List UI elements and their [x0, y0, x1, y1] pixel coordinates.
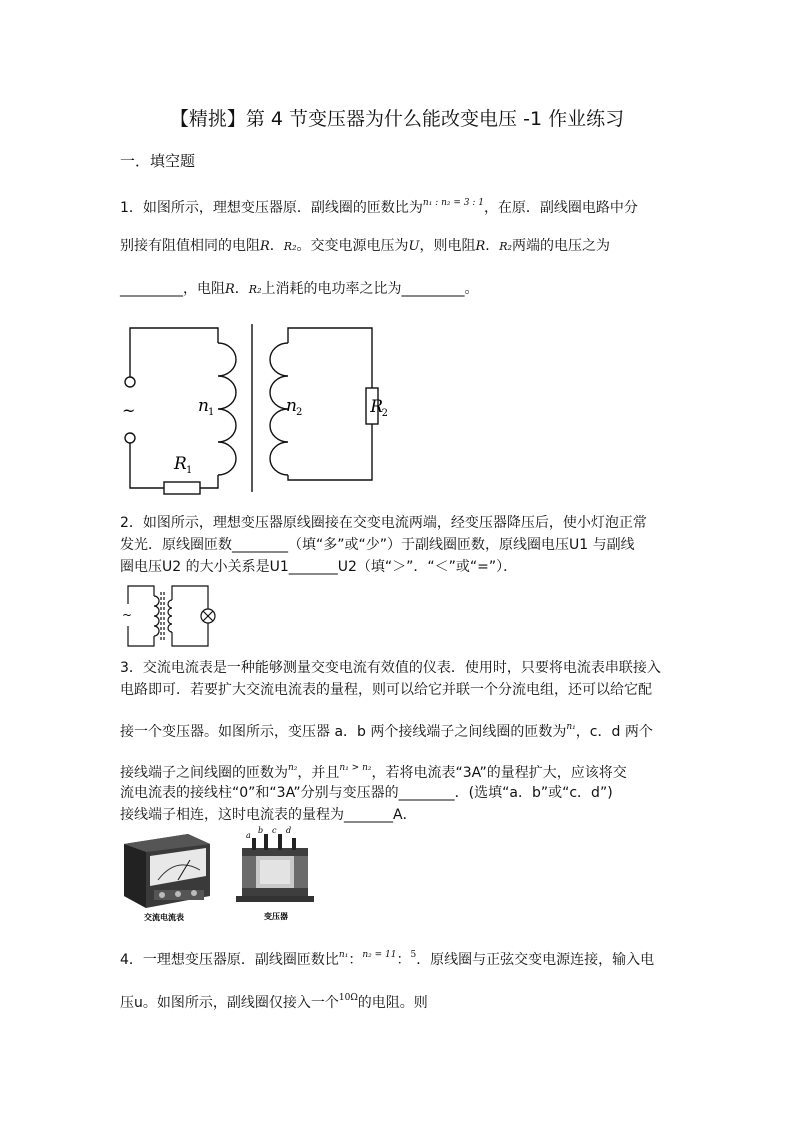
q1-label-r2: R	[370, 397, 383, 417]
q1-label-n2: n	[286, 396, 297, 416]
q1-text: ，在原．副线圈电路中分	[483, 200, 638, 216]
transformer-caption: 变压器	[264, 911, 288, 921]
q4-five: 5	[410, 950, 417, 960]
q1-text: 。交变电源电压为	[296, 238, 409, 254]
section-heading: 一．填空题	[120, 152, 196, 170]
q1-label-r1: R	[174, 454, 187, 474]
q3-n2: n₂	[288, 763, 298, 773]
q3-n1-gt-n2: n₁ > n₂	[339, 763, 372, 773]
q1-text: 1．如图所示，理想变压器原．副线圈的匝数比为	[120, 200, 423, 216]
q3-line-5: 流电流表的接线柱“0”和“3A”分别与变压器的________．(选填“a．b”或“c．d”)	[120, 785, 613, 801]
ammeter-caption: 交流电流表	[144, 912, 184, 922]
q2-line-1: 2．如图所示，理想变压器原线圈接在交变电流两端，经变压器降压后，使小灯泡正常	[120, 515, 647, 531]
q1-label-n1-sub: 1	[208, 407, 215, 418]
q1-ratio: n₁ : n₂ = 3 : 1	[422, 198, 484, 208]
q2-ac-symbol: ~	[122, 608, 133, 622]
q1-sep: ．	[485, 238, 500, 254]
transformer-image	[228, 826, 320, 926]
terminal-c: c	[272, 826, 277, 835]
q3-text: ，c．d 两个	[575, 724, 653, 740]
page-title: 【精挑】第 4 节变压器为什么能改变电压 -1 作业练习	[169, 108, 625, 130]
q1-r2: R₂	[283, 240, 297, 253]
q3-line-1: 3．交流电流表是一种能够测量交变电流有效值的仪表．使用时，只要将电流表串联接入	[120, 660, 661, 676]
q2-lamp-circuit-figure	[120, 582, 220, 650]
q1-r1: R	[260, 239, 270, 254]
q1-label-n2-sub: 2	[296, 407, 303, 418]
terminal-d: d	[286, 826, 292, 835]
q2-line-3: 圈电压U2 的大小关系是U1_______U2（填“＞”．“＜”或“=”）．	[120, 559, 518, 575]
q4-text: 压u。如图所示，副线圈仅接入一个	[120, 995, 339, 1011]
q4-line-2	[120, 989, 428, 1012]
q3-line-3	[120, 718, 653, 741]
q4-text: ．原线圈与正弦交变电源连接，输入电	[416, 952, 655, 968]
q1-label-n1: n	[198, 396, 209, 416]
q1-r1: R	[475, 239, 486, 254]
q4-n1: n₁	[338, 950, 349, 960]
q1-line-2	[120, 237, 610, 256]
q4-text: ：	[396, 952, 411, 968]
q4-resistance: 10Ω	[338, 993, 358, 1003]
q1-label-r2-sub: 2	[381, 408, 388, 419]
q1-voltage-u: U	[408, 239, 420, 254]
q1-text: 两端的电压之为	[511, 238, 610, 254]
q1-circuit-figure	[118, 318, 388, 498]
q1-text: 上消耗的电功率之比为_________。	[261, 281, 479, 297]
q4-text: 4．一理想变压器原．副线圈匝数比	[120, 952, 339, 968]
q1-line-3	[120, 280, 479, 299]
terminal-a: a	[246, 831, 251, 840]
q3-line-2: 电路即可．若要扩大交流电流表的量程，则可以给它并联一个分流电组，还可以给它配	[120, 682, 652, 698]
q3-line-4	[120, 759, 627, 782]
q4-text: ：	[348, 952, 363, 968]
ammeter-image	[118, 830, 213, 926]
q3-text: ，若将电流表“3A”的量程扩大，应该将交	[371, 765, 627, 781]
q2-line-2: 发光．原线圈匝数________（填“多”或“少”）于副线圈匝数，原线圈电压U1 与副线	[120, 537, 635, 553]
q3-text: 接线端子之间线圈的匝数为	[120, 765, 288, 781]
q1-line-1	[120, 194, 638, 217]
terminal-b: b	[258, 826, 264, 835]
q4-n2: n₂ = 11	[362, 950, 397, 960]
q1-r1: R	[225, 282, 235, 297]
q4-line-1	[120, 946, 654, 969]
q1-text: ，则电阻	[419, 238, 476, 254]
q1-text: 别接有阻值相同的电阻	[120, 238, 260, 254]
q1-r2: R₂	[499, 240, 512, 253]
q1-label-r1-sub: 1	[186, 465, 193, 476]
q3-line-6: 接线端子相连，这时电流表的量程为_______A．	[120, 807, 417, 823]
q1-sep: ．	[234, 281, 249, 297]
q3-n1: n₁	[566, 722, 576, 732]
q4-text: 的电阻。则	[357, 995, 428, 1011]
q3-text: 接一个变压器。如图所示，变压器 a．b 两个接线端子之间线圈的匝数为	[120, 724, 567, 740]
q1-r2: R₂	[248, 283, 262, 296]
q1-ac-symbol: ~	[122, 401, 136, 420]
q1-sep: ．	[269, 238, 284, 254]
q3-text: ，并且	[297, 765, 340, 781]
q1-text: _________，电阻	[120, 281, 225, 297]
